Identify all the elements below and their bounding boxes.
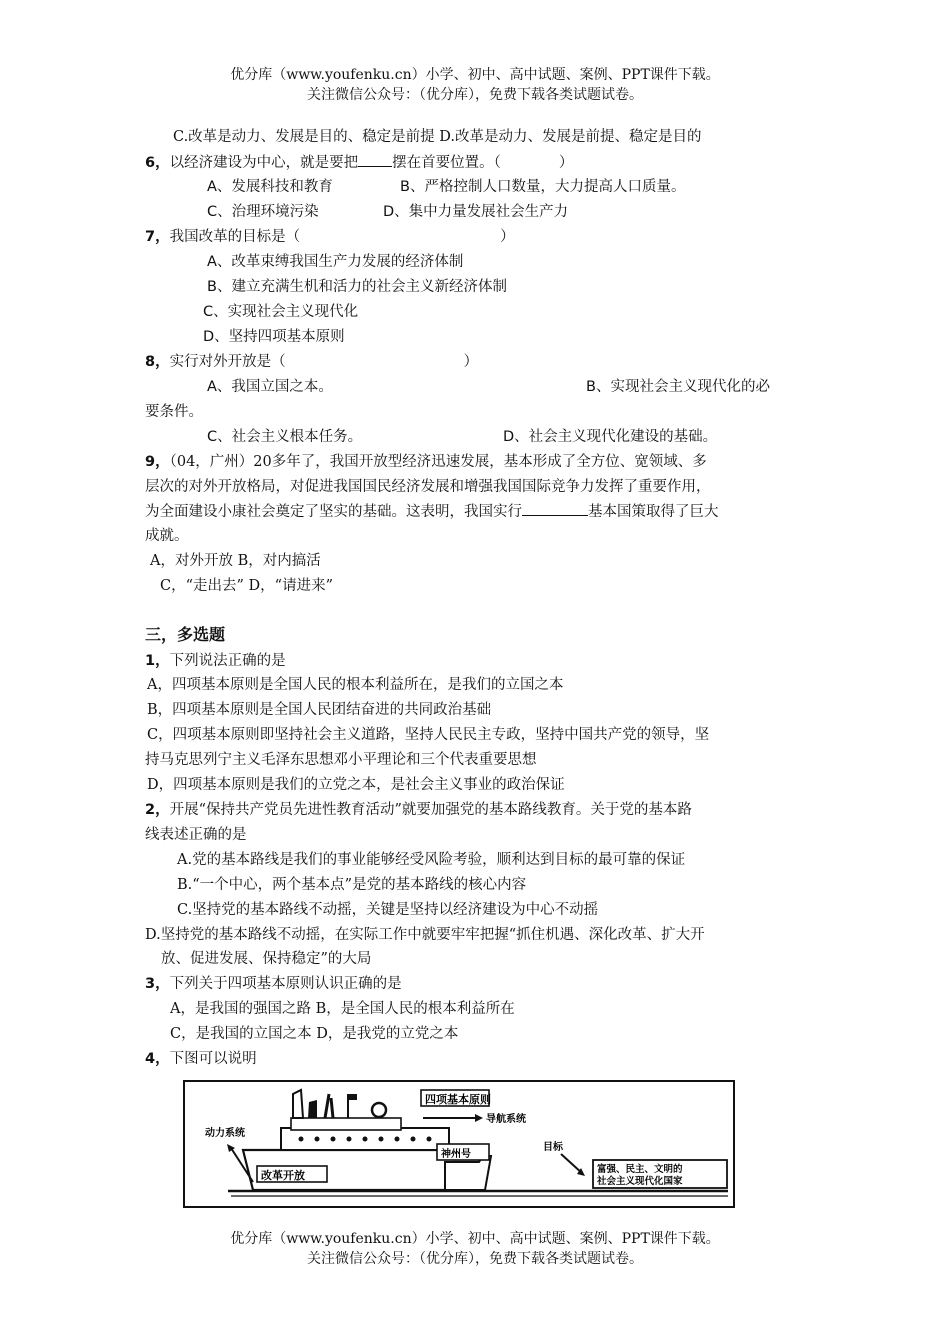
q6-option-a: A、发展科技和教育 bbox=[207, 179, 333, 195]
q7-option-b: B、建立充满生机和活力的社会主义新经济体制 bbox=[207, 279, 507, 295]
m2-number: 2， bbox=[145, 802, 170, 818]
q6-stem-b: 摆在首要位置。（ bbox=[392, 155, 501, 171]
footer-line-1: 优分库（www.youfenku.cn）小学、初中、高中试题、案例、PPT课件下载。 bbox=[230, 1231, 720, 1247]
m1-number: 1， bbox=[145, 653, 170, 669]
q6-option-b: B、严格控制人口数量，大力提高人口质量。 bbox=[400, 179, 686, 195]
q7-option-d: D、坚持四项基本原则 bbox=[203, 329, 345, 345]
m1-option-a: A，四项基本原则是全国人民的根本利益所在，是我们的立国之本 bbox=[147, 677, 564, 693]
ship-funnel-1 bbox=[293, 1090, 303, 1118]
q9-number: 9， bbox=[145, 454, 170, 470]
m1-option-c-line-2: 持马克思列宁主义毛泽东思想邓小平理论和三个代表重要思想 bbox=[145, 752, 537, 768]
q9-options-ab: A，对外开放 B，对内搞活 bbox=[150, 553, 321, 569]
m3-options-ab: A，是我国的强国之路 B，是全国人民的根本利益所在 bbox=[170, 1001, 515, 1017]
goal-box-line-1: 富强、民主、文明的 bbox=[597, 1164, 683, 1175]
q6-number: 6， bbox=[145, 155, 170, 171]
q8-option-b-cont: 要条件。 bbox=[145, 404, 203, 420]
q6-stem bbox=[145, 152, 573, 173]
q6-stem-c: ） bbox=[558, 155, 574, 171]
navigation-label: 导航系统 bbox=[486, 1114, 526, 1125]
ship-wheel bbox=[372, 1103, 386, 1117]
footer-line-2: 关注微信公众号：（优分库），免费下载各类试题试卷。 bbox=[307, 1251, 643, 1267]
m1-stem: 1，下列说法正确的是 bbox=[145, 653, 286, 669]
q6-stem-a: 以经济建设为中心，就是要把 bbox=[169, 155, 359, 171]
ship-cabin-upper bbox=[291, 1118, 401, 1130]
q6-option-c: C、治理环境污染 bbox=[207, 204, 319, 220]
m3-stem: 3，下列关于四项基本原则认识正确的是 bbox=[145, 976, 402, 992]
m1-option-c-line-1: C，四项基本原则即坚持社会主义道路，坚持人民民主专政，坚持中国共产党的领导，坚 bbox=[147, 727, 710, 743]
q5-options-cd: C.改革是动力、发展是目的、稳定是前提 D.改革是动力、发展是前提、稳定是目的 bbox=[173, 129, 702, 145]
m4-number: 4， bbox=[145, 1051, 170, 1067]
ship-funnel-2 bbox=[308, 1100, 317, 1118]
goal-label: 目标 bbox=[543, 1142, 563, 1153]
q7-stem: 7，我国改革的目标是（ ） bbox=[145, 229, 515, 245]
q9-blank bbox=[522, 501, 588, 516]
header-line-1: 优分库（www.youfenku.cn）小学、初中、高中试题、案例、PPT课件下载。 bbox=[230, 67, 720, 83]
q8-option-d: D、社会主义现代化建设的基础。 bbox=[503, 429, 718, 445]
m1-option-b: B，四项基本原则是全国人民团结奋进的共同政治基础 bbox=[147, 702, 492, 718]
q9-line-1: 9，（04，广州）20多年了，我国开放型经济迅速发展，基本形成了全方位、宽领域、多 bbox=[145, 454, 707, 470]
m3-options-cd: C，是我国的立国之本 D，是我党的立党之本 bbox=[170, 1026, 459, 1042]
q9-line-3: 为全面建设小康社会奠定了坚实的基础。这表明，我国实行 基本国策取得了巨大 bbox=[145, 501, 719, 522]
q6-blank bbox=[358, 152, 392, 167]
ship-bow bbox=[445, 1156, 491, 1190]
header-line-2: 关注微信公众号：（优分库），免费下载各类试题试卷。 bbox=[307, 87, 643, 103]
ship-portholes bbox=[299, 1137, 432, 1142]
m2-option-b: B.“一个中心，两个基本点”是党的基本路线的核心内容 bbox=[177, 877, 527, 893]
q9-line-2: 层次的对外开放格局，对促进我国国民经济发展和增强我国国际竞争力发挥了重要作用， bbox=[145, 479, 711, 495]
q8-option-a: A、我国立国之本。 bbox=[207, 379, 333, 395]
ship-name-label: 神州号 bbox=[441, 1149, 471, 1160]
m2-option-a: A.党的基本路线是我们的事业能够经受风险考验，顺利达到目标的最可靠的保证 bbox=[177, 852, 686, 868]
ship-flag bbox=[348, 1094, 357, 1100]
q8-option-c: C、社会主义根本任务。 bbox=[207, 429, 363, 445]
q7-option-a: A、改革束缚我国生产力发展的经济体制 bbox=[207, 254, 464, 270]
q8-option-b: B、实现社会主义现代化的必 bbox=[586, 379, 770, 395]
m2-option-c: C.坚持党的基本路线不动摇，关键是坚持以经济建设为中心不动摇 bbox=[177, 902, 599, 918]
m2-option-d-line-1: D.坚持党的基本路线不动摇，在实际工作中就要牢牢把握“抓住机遇、深化改革、扩大开 bbox=[145, 927, 705, 943]
m4-stem: 4，下图可以说明 bbox=[145, 1051, 257, 1067]
goal-box-line-2: 社会主义现代化国家 bbox=[597, 1176, 683, 1187]
m2-option-d-line-2: 放、促进发展、保持稳定”的大局 bbox=[161, 951, 372, 967]
principles-label: 四项基本原则 bbox=[425, 1093, 491, 1106]
q9-line-4: 成就。 bbox=[145, 528, 189, 544]
q9-options-cd: C，“走出去” D，“请进来” bbox=[160, 578, 333, 594]
section-title: 三，多选题 bbox=[145, 625, 226, 644]
q8-number: 8， bbox=[145, 354, 170, 370]
q7-option-c: C、实现社会主义现代化 bbox=[203, 304, 359, 320]
ship-figure bbox=[183, 1080, 735, 1208]
m2-stem-line-1: 2，开展“保持共产党员先进性教育活动”就要加强党的基本路线教育。关于党的基本路 bbox=[145, 802, 692, 818]
q6-option-d: D、集中力量发展社会生产力 bbox=[383, 204, 569, 220]
power-label: 动力系统 bbox=[205, 1128, 245, 1139]
m1-option-d: D，四项基本原则是我们的立党之本，是社会主义事业的政治保证 bbox=[147, 777, 565, 793]
q7-number: 7， bbox=[145, 229, 170, 245]
q8-stem: 8，实行对外开放是（ ） bbox=[145, 354, 479, 370]
m2-stem-line-2: 线表述正确的是 bbox=[145, 827, 247, 843]
reform-label: 改革开放 bbox=[261, 1169, 305, 1182]
m3-number: 3， bbox=[145, 976, 170, 992]
